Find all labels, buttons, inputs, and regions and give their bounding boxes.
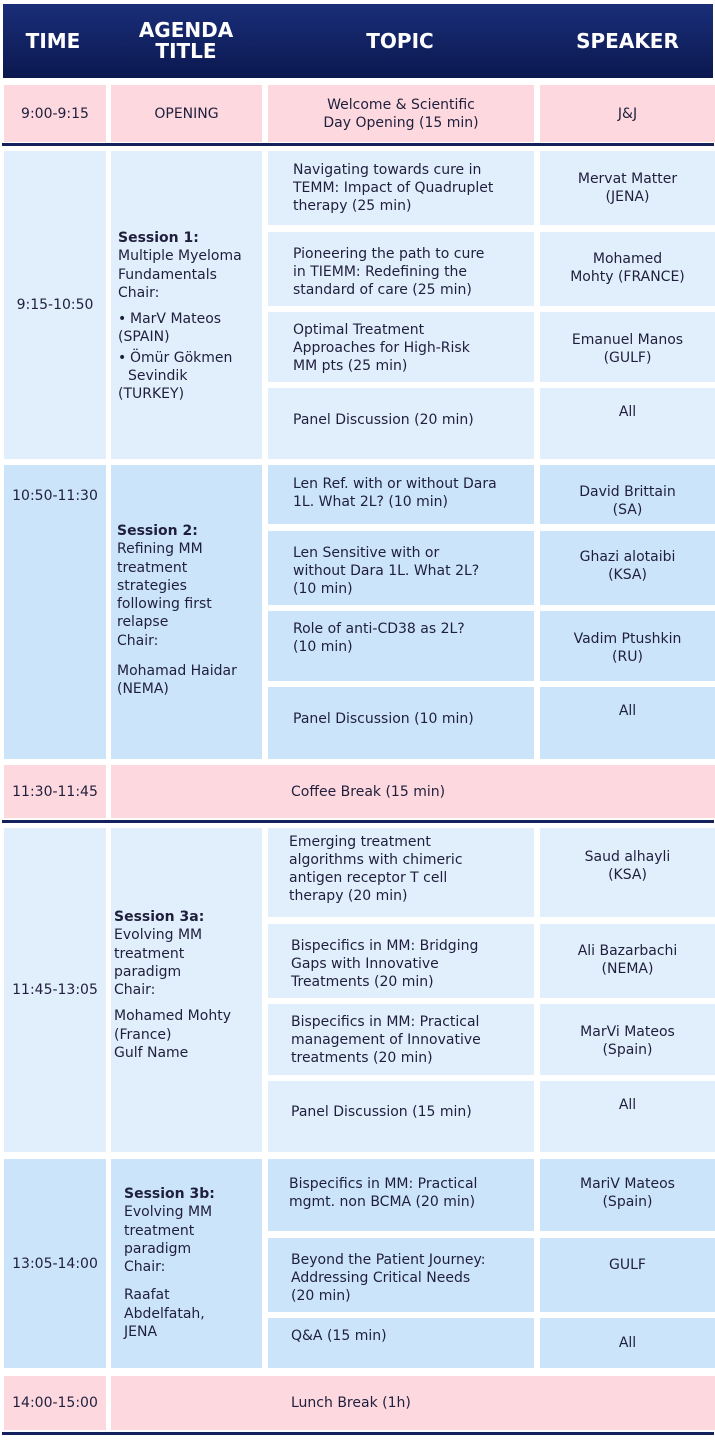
session3a-agenda: Session 3a: Evolving MM treatment paradigm Chair: Mohamed Mohty (France) Gulf Name <box>114 909 231 1062</box>
session1-row2-speaker: Mohamed Mohty (FRANCE) <box>540 232 715 306</box>
session2-row3-speaker: Vadim Ptushkin (RU) <box>540 611 715 681</box>
divider <box>2 1432 714 1435</box>
session3b-time: 13:05-14:00 <box>4 1159 106 1368</box>
session1-time: 9:15-10:50 <box>4 151 106 459</box>
session3a-row1-speaker: Saud alhayli (KSA) <box>540 828 715 917</box>
opening-title: OPENING <box>111 85 262 142</box>
session3a-row1-topic-text: Emerging treatment algorithms with chimeric antigen receptor T cell therapy (20 min) <box>289 834 463 904</box>
session2-row2-speaker: Ghazi alotaibi (KSA) <box>540 531 715 605</box>
session2-row3-topic-text: Role of anti-CD38 as 2L? (10 min) <box>293 621 465 655</box>
session3a-row2-topic-text: Bispecifics in MM: Bridging Gaps with Innovative Treatments (20 min) <box>291 938 479 990</box>
session1-row4-topic-text: Panel Discussion (20 min) <box>293 412 474 428</box>
opening-time: 9:00-9:15 <box>4 85 106 142</box>
session3a-row4-topic-text: Panel Discussion (15 min) <box>291 1104 472 1120</box>
session2-row4-topic-text: Panel Discussion (10 min) <box>293 711 474 727</box>
lunch-time: 14:00-15:00 <box>4 1376 106 1430</box>
header-agenda-title: AGENDA TITLE <box>138 18 234 63</box>
session3b-row3-topic-text: Q&A (15 min) <box>291 1328 387 1344</box>
session2-row2-topic-text: Len Sensitive with or without Dara 1L. What 2L? (10 min) <box>293 545 480 597</box>
session3b-row1-topic-text: Bispecifics in MM: Practical mgmt. non BCMA (20 min) <box>289 1176 478 1210</box>
session1-row3-speaker: Emanuel Manos (GULF) <box>540 312 715 382</box>
session3b-agenda: Session 3b: Evolving MM treatment paradigm Chair: Raafat Abdelfatah, JENA <box>124 1186 215 1341</box>
session2-row1-topic-text: Len Ref. with or without Dara 1L. What 2L? (10 min) <box>293 476 497 510</box>
session2-row1-speaker: David Brittain (SA) <box>540 465 715 524</box>
divider <box>2 820 714 823</box>
session3a-row3-speaker: MarVi Mateos (Spain) <box>540 1004 715 1075</box>
session3a-row4-speaker: All <box>540 1081 715 1152</box>
coffee-time: 11:30-11:45 <box>4 765 106 818</box>
header-speaker: SPEAKER <box>576 28 679 53</box>
session3b-row3-speaker: All <box>540 1318 715 1368</box>
session1-row3-topic-text: Optimal Treatment Approaches for High-Risk MM pts (25 min) <box>293 322 470 374</box>
session3b-row2-topic-text: Beyond the Patient Journey: Addressing Critical Needs (20 min) <box>291 1252 486 1304</box>
session2-agenda: Session 2: Refining MM treatment strategies following first relapse Chair: Mohamad Haidar (NEMA) <box>117 523 237 698</box>
opening-topic: Welcome & Scientific Day Opening (15 min) <box>268 85 534 142</box>
opening-speaker: J&J <box>540 85 715 142</box>
session3b-row2-speaker: GULF <box>540 1238 715 1312</box>
header-time: TIME <box>25 28 81 53</box>
session1-row1-speaker: Mervat Matter (JENA) <box>540 151 715 225</box>
session1-row4-speaker: All <box>540 388 715 459</box>
session3b-row1-speaker: MariV Mateos (Spain) <box>540 1159 715 1231</box>
session2-row4-speaker: All <box>540 687 715 759</box>
header-topic: TOPIC <box>366 28 434 53</box>
divider <box>2 143 714 146</box>
lunch-break: Lunch Break (1h) <box>111 1376 715 1430</box>
session1-agenda: Session 1: Multiple Myeloma Fundamentals Chair: • MarV Mateos (SPAIN) • Ömür Gökmen Sevindik (TURKEY) <box>118 229 260 404</box>
session1-row2-topic-text: Pioneering the path to cure in TIEMM: Redefining the standard of care (25 min) <box>293 246 485 298</box>
session3a-row3-topic-text: Bispecifics in MM: Practical management of Innovative treatments (20 min) <box>291 1014 481 1066</box>
session1-chair-1: • MarV Mateos <box>118 311 222 328</box>
session2-time: 10:50-11:30 <box>4 465 106 759</box>
session3a-row2-speaker: Ali Bazarbachi (NEMA) <box>540 924 715 998</box>
session1-chair-2: • Ömür Gökmen <box>118 349 233 366</box>
coffee-break: Coffee Break (15 min) <box>111 765 715 818</box>
session3a-time: 11:45-13:05 <box>4 828 106 1152</box>
session1-row1-topic-text: Navigating towards cure in TEMM: Impact of Quadruplet therapy (25 min) <box>293 162 494 214</box>
